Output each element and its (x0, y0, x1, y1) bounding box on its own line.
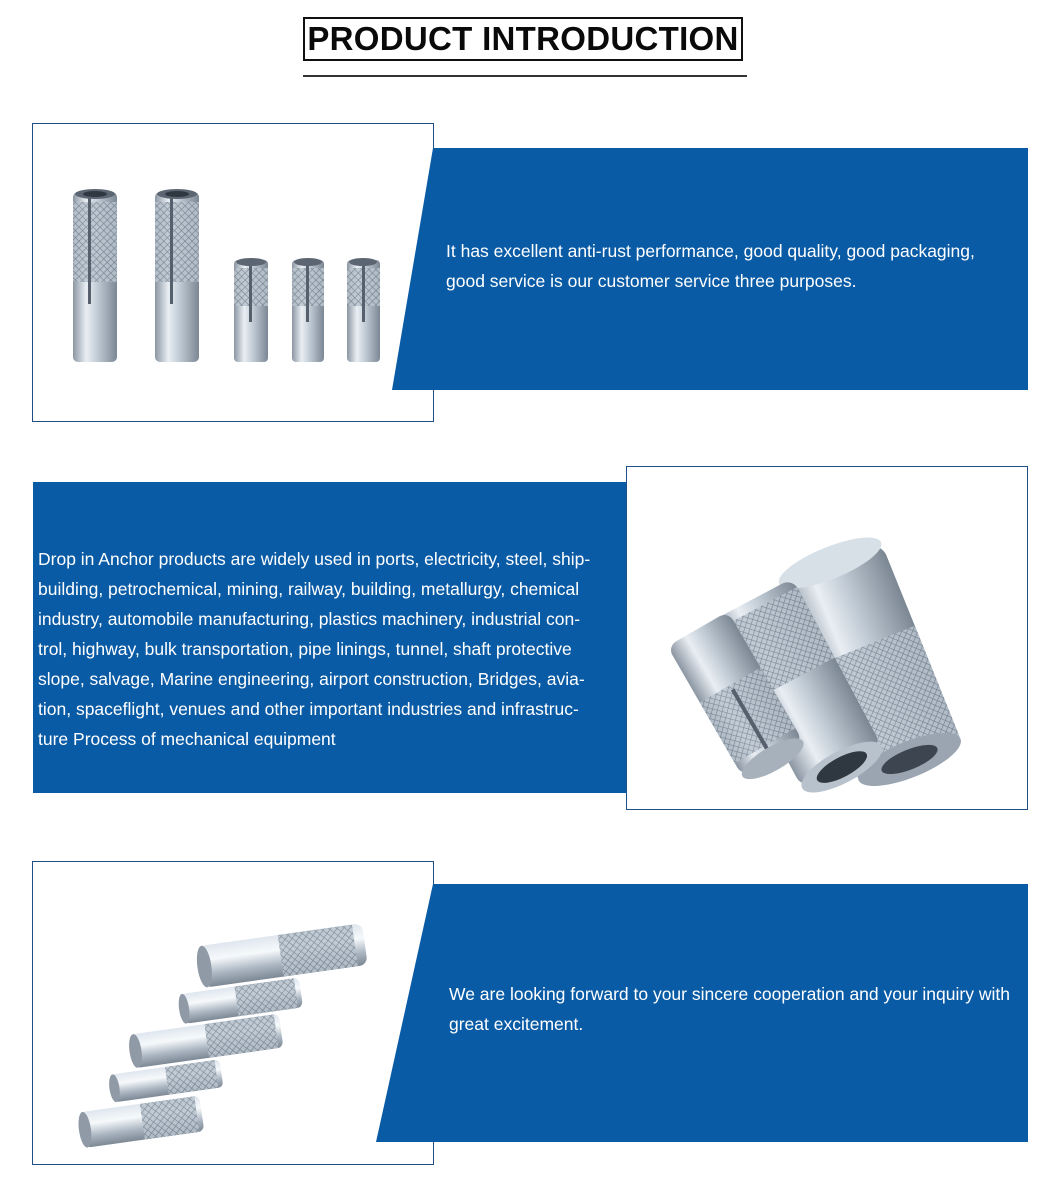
section-header (303, 17, 747, 77)
intro-text-2 (38, 544, 613, 754)
drop-in-anchors-standing-image (33, 124, 433, 421)
product-photo-1 (32, 123, 434, 422)
page-title: PRODUCT INTRODUCTION (303, 17, 743, 61)
product-photo-3 (32, 861, 434, 1165)
text-line: slope, salvage, Marine engineering, airport construction, Bridges, avia- (38, 669, 585, 689)
text-line: Drop in Anchor products are widely used in ports, electricity, steel, ship- (38, 549, 591, 569)
text-line: ture Process of mechanical equipment (38, 729, 336, 749)
intro-text-3: We are looking forward to your sincere cooperation and your inquiry with great excitement. (449, 984, 1010, 1034)
title-underline (303, 75, 747, 77)
product-photo-2 (626, 466, 1028, 810)
text-line: tion, spaceflight, venues and other important industries and infrastruc- (38, 699, 579, 719)
text-line: industry, automobile manufacturing, plastics machinery, industrial con- (38, 609, 581, 629)
drop-in-anchors-lying-image (33, 862, 433, 1164)
text-line: building, petrochemical, mining, railway, building, metallurgy, chemical (38, 579, 580, 599)
intro-text-1: It has excellent anti-rust performance, good quality, good packaging, good service is our customer service three purposes. (446, 241, 975, 291)
text-line: trol, highway, bulk transportation, pipe linings, tunnel, shaft protective (38, 639, 572, 659)
drop-in-anchors-closeup-image (627, 467, 1027, 809)
